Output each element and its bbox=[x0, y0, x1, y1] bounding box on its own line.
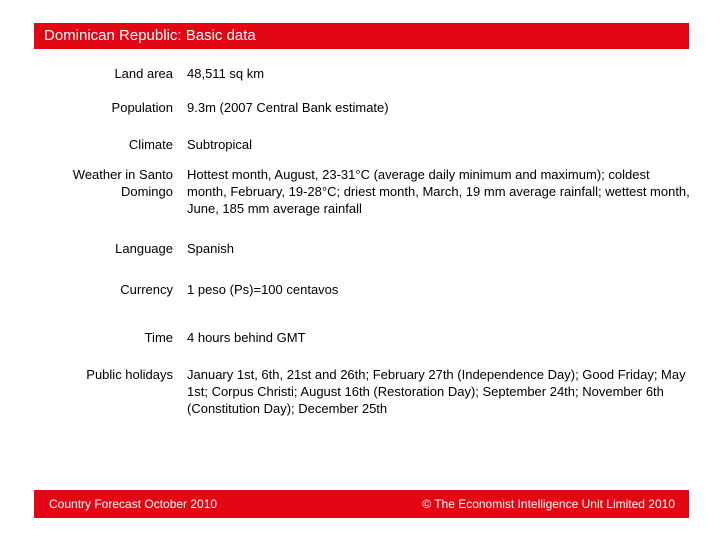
page-title: Dominican Republic: Basic data bbox=[34, 23, 689, 49]
row-label: Language bbox=[115, 241, 173, 256]
row-label: Time bbox=[144, 330, 173, 345]
row-label: Climate bbox=[128, 137, 173, 152]
row-label: Population bbox=[111, 100, 173, 115]
row-value: 1 peso (Ps)=100 centavos bbox=[187, 282, 339, 297]
row-value: January 1st, 6th, 21st and 26th; February 27th (Independence Day); Good Friday; May 1st; Corpus Christi; August 16th (Restoration Day); September 24th; November 6th (Constitution Day); December 25th bbox=[187, 367, 686, 416]
row-value: 48,511 sq km bbox=[187, 66, 265, 81]
row-value: 9.3m (2007 Central Bank estimate) bbox=[187, 100, 389, 115]
row-value: Subtropical bbox=[187, 137, 253, 152]
footer-publication: Country Forecast October 2010 bbox=[49, 497, 218, 511]
row-label: Currency bbox=[120, 282, 173, 297]
row-label: Land area bbox=[114, 66, 173, 81]
row-label: Weather in Santo Domingo bbox=[72, 167, 173, 199]
row-value: Spanish bbox=[187, 241, 234, 256]
row-value: Hottest month, August, 23-31°C (average daily minimum and maximum); coldest month, February, 19-28°C; driest month, March, 19 mm average rainfall; wettest month, June, 185 mm average rainfall bbox=[187, 167, 690, 216]
row-value: 4 hours behind GMT bbox=[187, 330, 306, 345]
row-label: Public holidays bbox=[86, 367, 173, 382]
footer-copyright: © The Economist Intelligence Unit Limited 2010 bbox=[422, 497, 675, 511]
footer-bar bbox=[34, 490, 689, 518]
